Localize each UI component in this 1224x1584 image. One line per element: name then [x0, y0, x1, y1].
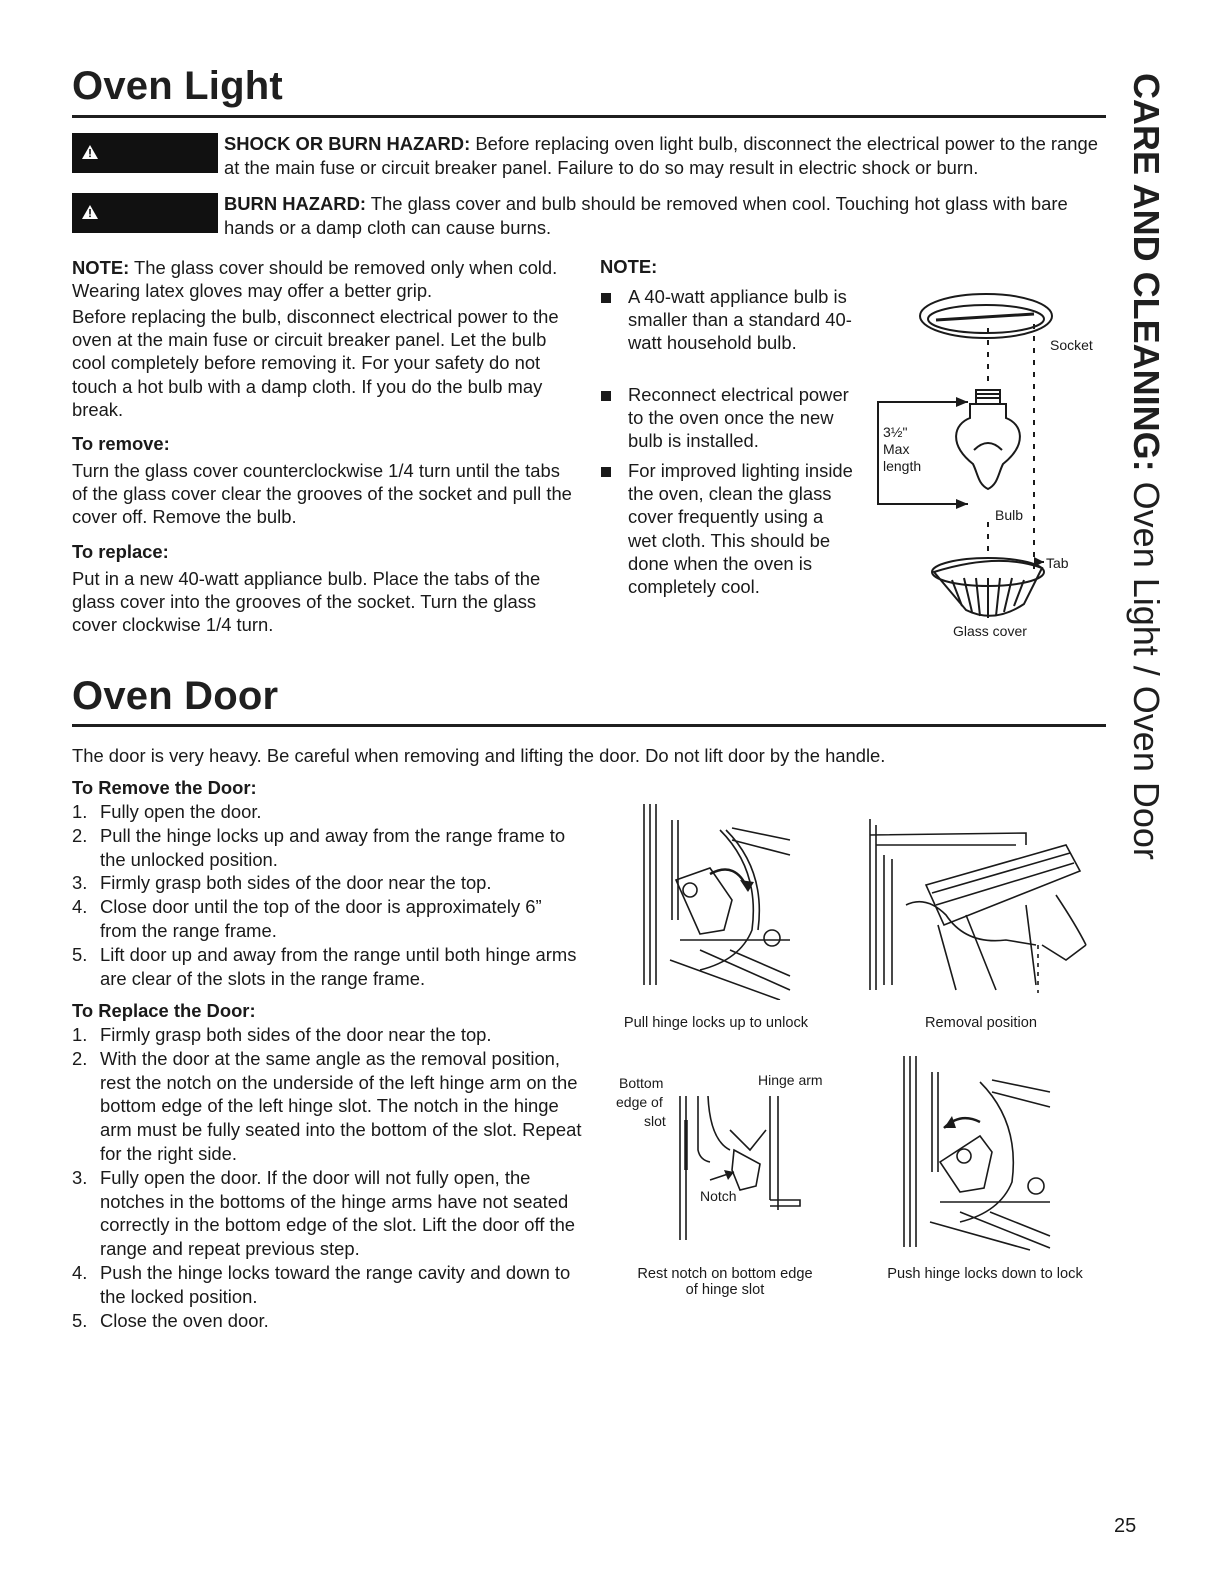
light-paragraph: Before replacing the bulb, disconnect electrical power to the oven at the main fuse or circuit breaker panel. Let the bulb cool completely before removing it. For your safety do not touch a hot bulb with a damp cloth. If you do the bulb may break.	[72, 306, 559, 420]
warning-icon	[82, 145, 98, 159]
notch-label: Notch	[700, 1188, 737, 1204]
bottom-edge-label: edge of	[616, 1094, 663, 1110]
page-number: 25	[1114, 1515, 1137, 1537]
remove-door-heading: To Remove the Door:	[72, 777, 257, 798]
figure-caption: Push hinge locks down to lock	[887, 1266, 1083, 1282]
removal-position-illustration	[866, 815, 1096, 995]
hinge-lock-illustration	[900, 1052, 1060, 1252]
warning-lead: BURN HAZARD:	[224, 193, 366, 214]
door-intro: The door is very heavy. Be careful when removing and lifting the door. Do not lift door by the handle.	[72, 745, 886, 766]
warning-burn	[224, 192, 1108, 240]
note2-item: A 40-watt appliance bulb is smaller than a standard 40-watt household bulb.	[628, 286, 852, 354]
list-item: 4. Close door until the top of the door is approximately 6” from the range frame.	[72, 896, 542, 941]
warning-badge	[72, 133, 218, 173]
note-text: The glass cover should be removed only when cold. Wearing latex gloves may offer a better grip.	[72, 257, 558, 302]
list-item: 3. Firmly grasp both sides of the door near the top.	[72, 872, 492, 894]
figure-caption: Removal position	[925, 1015, 1037, 1031]
oven-door-title: Oven Door	[72, 674, 279, 718]
bullet-icon	[601, 467, 611, 477]
bulb-label: Bulb	[995, 507, 1024, 523]
note2-item: Reconnect electrical power to the oven once the new bulb is installed.	[628, 384, 849, 452]
dimension-label: length	[883, 458, 922, 474]
remove-heading: To remove:	[72, 433, 170, 454]
replace-door-steps	[72, 1023, 582, 1332]
warning-text: The glass cover and bulb should be removed when cool. Touching hot glass with bare hands or a damp cloth can cause burns.	[224, 193, 1068, 238]
bottom-edge-label: slot	[644, 1113, 666, 1129]
socket-label: Socket	[1050, 337, 1093, 353]
caption-line: Rest notch on bottom edge	[637, 1266, 813, 1282]
hinge-arm-label: Hinge arm	[758, 1072, 823, 1088]
note2-heading: NOTE:	[600, 256, 658, 277]
replace-heading: To replace:	[72, 541, 169, 562]
note2-item: For improved lighting inside the oven, clean the glass cover frequently using a wet cloth. This should be done when the oven is completely cool.	[628, 460, 853, 598]
warning-lead: SHOCK OR BURN HAZARD:	[224, 133, 471, 154]
list-item: 1. Fully open the door.	[72, 801, 262, 822]
figure-caption	[610, 1266, 840, 1298]
sidebar-section-label	[1125, 73, 1175, 953]
dimension-label: Max	[883, 441, 910, 457]
list-item: 2. Pull the hinge locks up and away from the range frame to the unlocked position.	[72, 824, 566, 870]
dimension-label: 3½"	[883, 424, 908, 440]
replace-door-heading: To Replace the Door:	[72, 1000, 256, 1021]
glass-cover-label: Glass cover	[953, 623, 1027, 639]
figure-caption: Pull hinge locks up to unlock	[623, 1015, 809, 1031]
hinge-slot-illustration	[670, 1090, 820, 1250]
title-rule	[72, 115, 1106, 118]
list-item: 4. Push the hinge locks toward the range cavity and down to the locked position.	[72, 1261, 571, 1307]
light-note	[72, 256, 572, 302]
caption-line: of hinge slot	[685, 1282, 765, 1298]
warning-text: Before replacing oven light bulb, disconnect the electrical power to the range at the main fuse or circuit breaker panel. Failure to do so may result in electric shock or burn.	[224, 133, 1098, 178]
bottom-edge-label: Bottom	[619, 1075, 664, 1091]
warning-badge	[72, 193, 218, 233]
bullet-icon	[601, 391, 611, 401]
warning-shock	[224, 132, 1108, 180]
list-item: 1. Firmly grasp both sides of the door near the top.	[72, 1024, 492, 1045]
sidebar-section: CARE AND CLEANING:	[1126, 73, 1167, 472]
tab-label: Tab	[1046, 555, 1069, 571]
replace-text: Put in a new 40-watt appliance bulb. Place the tabs of the glass cover into the grooves of the socket. Turn the glass cover clockwise 1/4 turn.	[72, 568, 541, 636]
sidebar-topic: Oven Light / Oven Door	[1126, 481, 1167, 860]
list-item: 5. Lift door up and away from the range until both hinge arms are clear of the slots in the range frame.	[72, 943, 577, 989]
note-lead: NOTE:	[72, 257, 130, 278]
list-item: 3. Fully open the door. If the door will not fully open, the notches in the bottoms of the hinge arms have not seated correctly in the bottom edge of the slot. Lift the door off the range and repeat previous step.	[72, 1166, 576, 1260]
hinge-unlock-illustration	[640, 800, 800, 1000]
title-rule	[72, 724, 1106, 727]
remove-door-steps	[72, 800, 582, 990]
bullet-icon	[601, 293, 611, 303]
oven-light-title: Oven Light	[72, 64, 283, 108]
remove-text: Turn the glass cover counterclockwise 1/4 turn until the tabs of the glass cover clear the grooves of the socket and pull the cover off. Remove the bulb.	[72, 460, 572, 528]
list-item: 2. With the door at the same angle as the removal position, rest the notch on the underside of the left hinge arm on the bottom edge of the left hinge slot. The notch in the hinge arm must be fully seated into the bottom of the slot. Repeat for the right side.	[72, 1047, 582, 1164]
list-item: 5. Close the oven door.	[72, 1309, 269, 1331]
warning-icon	[82, 205, 98, 219]
